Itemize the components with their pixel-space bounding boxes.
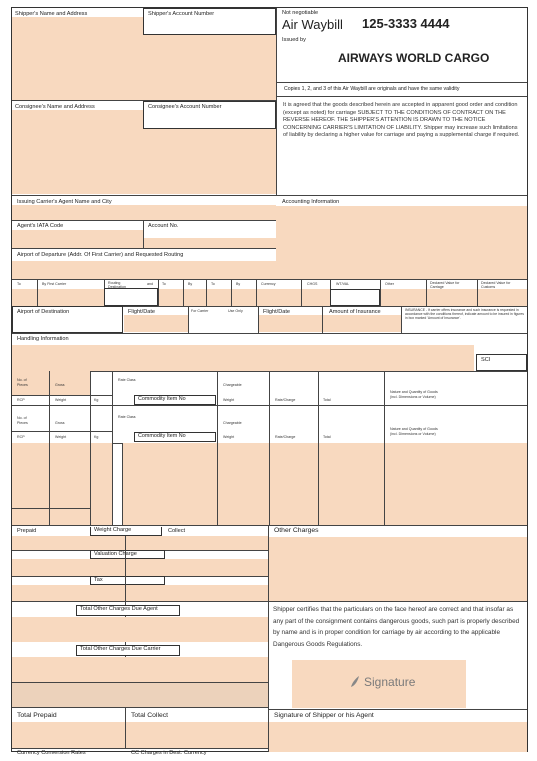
due-carrier-field[interactable] <box>12 657 268 682</box>
valuation-charge-label: Valuation Charge <box>90 550 165 559</box>
rate2-pieces: Pieces <box>17 421 28 425</box>
rate1-commodity: Commodity Item No <box>134 395 216 405</box>
due-agent-field[interactable] <box>12 617 268 642</box>
insurance-amount-label: Amount of Insurance <box>329 309 381 315</box>
weight-charge-label: Weight Charge <box>90 527 162 536</box>
tax-field[interactable] <box>12 585 268 601</box>
cc-charges-label: CC Charges in Dest. Currency <box>131 750 207 756</box>
rate1-pieces: Pieces <box>17 383 28 387</box>
routing-first-carrier: By First Carrier <box>42 282 67 286</box>
rate2-gross: Gross <box>55 421 65 425</box>
routing-to2: To <box>162 282 166 286</box>
total-prepaid-label: Total Prepaid <box>17 712 57 719</box>
insurance-note: INSURANCE - If carrier offers insurance and such insurance is requested in accordance with the conditions thereof, indicate amount to be insured in figures in box marked 'Amount of Insurance'. <box>405 308 524 321</box>
insurance-amount-field[interactable] <box>323 315 401 332</box>
other-charges-label: Other Charges <box>274 527 319 534</box>
routing-to3: To <box>211 282 215 286</box>
rate2-rate-class: Rate Class <box>118 415 136 419</box>
rate1-total: Total <box>323 398 331 402</box>
total-collect-label: Total Collect <box>131 712 169 719</box>
routing-other: Other <box>385 282 394 286</box>
awb-title: Air Waybill <box>282 17 343 32</box>
tax-label: Tax <box>90 576 165 585</box>
for-carrier-label: For Carrier <box>191 309 209 313</box>
rate1-rcp: RCP <box>17 398 25 402</box>
handling-label: Handling Information <box>17 336 69 342</box>
signature-placeholder: Signature <box>364 675 416 689</box>
valuation-field[interactable] <box>12 559 268 576</box>
rate1-c-weight: Weight <box>223 398 235 402</box>
contract-text: It is agreed that the goods described herein are accepted in apparent good order and condition (except as noted) for carriage SUBJECT TO THE CONDITIONS OF CONTRACT ON THE REVERSE HEREOF. THE SHIPPER'S ATTENTION IS DRAWN TO THE NOTICE CONCERNING CARRIER'S LIMITATION OF LIABILITY. Shipper may increase such limitations of liability by declaring a higher value for carriage and paying a supplemental charge if required. <box>283 102 520 139</box>
departure-field[interactable] <box>12 261 276 279</box>
rate1-nature: Nature and Quantity of Goods <box>390 390 438 394</box>
routing-wtval: WT/VAL <box>336 282 350 286</box>
shipper-signature-area[interactable] <box>269 722 527 752</box>
rate2-no-of: No. of <box>17 416 27 420</box>
routing-destination: Routing Destination <box>108 281 126 289</box>
accounting-label: Accounting Information <box>282 199 340 205</box>
rate1-rate-class: Rate Class <box>118 378 136 382</box>
rate-body-total[interactable] <box>319 443 384 525</box>
flight-date-1-label: Flight/Date <box>128 309 156 315</box>
shipper-certification: Shipper certifies that the particulars on the face hereof are correct and that insofar as any part of the consignment contains dangerous goods, such part is properly described by name and is in proper condition for carriage by air according to the applicable Dangerous Goods Regulations. <box>273 606 520 648</box>
routing-box-a[interactable] <box>104 288 158 306</box>
routing-declared-carriage: Declared Value for Carriage <box>430 281 460 289</box>
consignee-account-label: Consignee's Account Number <box>148 104 222 110</box>
accounting-field[interactable] <box>276 206 527 280</box>
rate-body-commodity[interactable] <box>123 443 217 525</box>
sci-label: SCI <box>481 357 491 363</box>
flight-date-1-field[interactable] <box>124 315 188 332</box>
rate1-chargeable: Chargeable <box>223 383 242 387</box>
rate-body-kg[interactable] <box>91 443 112 525</box>
flight-date-2-label: Flight/Date <box>263 309 291 315</box>
total-prepaid-field[interactable] <box>12 722 125 748</box>
consignee-name-field-top[interactable] <box>12 110 143 128</box>
flight-date-2-field[interactable] <box>259 315 322 332</box>
agent-account-label: Account No. <box>148 223 179 229</box>
rate-body-gross[interactable] <box>50 443 90 525</box>
agent-name-label: Issuing Carrier's Agent Name and City <box>17 199 112 205</box>
consignee-name-field[interactable] <box>12 128 276 194</box>
not-negotiable: Not negotiable <box>282 10 319 16</box>
rate2-weight: Weight <box>55 435 67 439</box>
handling-field[interactable] <box>12 345 474 371</box>
other-charges-field[interactable] <box>269 537 527 601</box>
prepaid-label: Prepaid <box>17 528 37 534</box>
routing-and: and <box>147 282 153 286</box>
rate2-nature: Nature and Quantity of Goods <box>390 427 438 431</box>
rate1-kg: Kg <box>94 398 99 402</box>
rate-body-chargeable[interactable] <box>218 443 269 525</box>
due-agent-label: Total Other Charges Due Agent <box>76 605 180 616</box>
copies-note: Copies 1, 2, and 3 of this Air Waybill are originals and have the same validity <box>284 86 460 92</box>
agent-iata-field[interactable] <box>12 230 143 248</box>
agent-account-field[interactable] <box>144 238 276 248</box>
collect-label: Collect <box>168 528 186 534</box>
rate-body-nature[interactable] <box>385 443 527 525</box>
rate2-commodity: Commodity Item No <box>134 432 216 442</box>
rate2-c-weight: Weight <box>223 435 235 439</box>
shipper-name-label: Shipper's Name and Address <box>15 11 88 17</box>
rate2-chargeable: Chargeable <box>223 421 242 425</box>
airport-destination-label: Airport of Destination <box>17 309 70 315</box>
rate2-rcp: RCP <box>17 435 25 439</box>
shipper-name-field[interactable] <box>12 33 276 100</box>
routing-to: To <box>17 282 21 286</box>
rate2-rate-charge: Rate/Charge <box>275 435 296 439</box>
rate1-gross: Gross <box>55 383 65 387</box>
routing-row-fill[interactable] <box>12 289 527 306</box>
rate1-rate-charge: Rate/Charge <box>275 398 296 402</box>
routing-chgs: CHGS <box>307 282 318 286</box>
shipper-name-field-top[interactable] <box>12 17 143 34</box>
rate2-total: Total <box>323 435 331 439</box>
rate-body-ratecharge[interactable] <box>270 443 318 525</box>
total-collect-field[interactable] <box>126 722 268 748</box>
blank-charge-field[interactable] <box>12 683 268 707</box>
issued-by-label: Issued by <box>282 37 306 43</box>
rate1-weight: Weight <box>55 398 67 402</box>
departure-label: Airport of Departure (Addr. Of First Carrier) and Requested Routing <box>17 252 184 258</box>
rate1-dims: (incl. Dimensions or Volume) <box>390 395 436 399</box>
rate2-kg: Kg <box>94 435 99 439</box>
routing-by2: By <box>188 282 193 286</box>
agent-name-field[interactable] <box>12 205 276 220</box>
signature-shipper-label: Signature of Shipper or his Agent <box>274 712 374 719</box>
awb-number: 125-3333 4444 <box>362 16 450 31</box>
rate-body-pieces[interactable] <box>12 443 49 525</box>
rate2-dims: (incl. Dimensions or Volume) <box>390 432 436 436</box>
signature-pen-icon <box>348 675 362 694</box>
agent-iata-label: Agent's IATA Code <box>17 223 64 229</box>
shipper-account-label: Shipper's Account Number <box>148 11 215 17</box>
routing-declared-customs: Declared Value for Customs <box>481 281 511 289</box>
consignee-name-label: Consignee's Name and Address <box>15 104 95 110</box>
prepaid-weight-field[interactable] <box>12 536 268 550</box>
routing-box-b[interactable] <box>330 289 380 306</box>
rate1-no-of: No. of <box>17 378 27 382</box>
due-carrier-label: Total Other Charges Due Carrier <box>76 645 180 656</box>
currency-rates-label: Currency Conversion Rates <box>17 750 86 756</box>
use-only-label: Use Only <box>228 309 243 313</box>
carrier-name: AIRWAYS WORLD CARGO <box>338 51 490 65</box>
routing-by3: By <box>236 282 241 286</box>
routing-currency: Currency <box>261 282 276 286</box>
